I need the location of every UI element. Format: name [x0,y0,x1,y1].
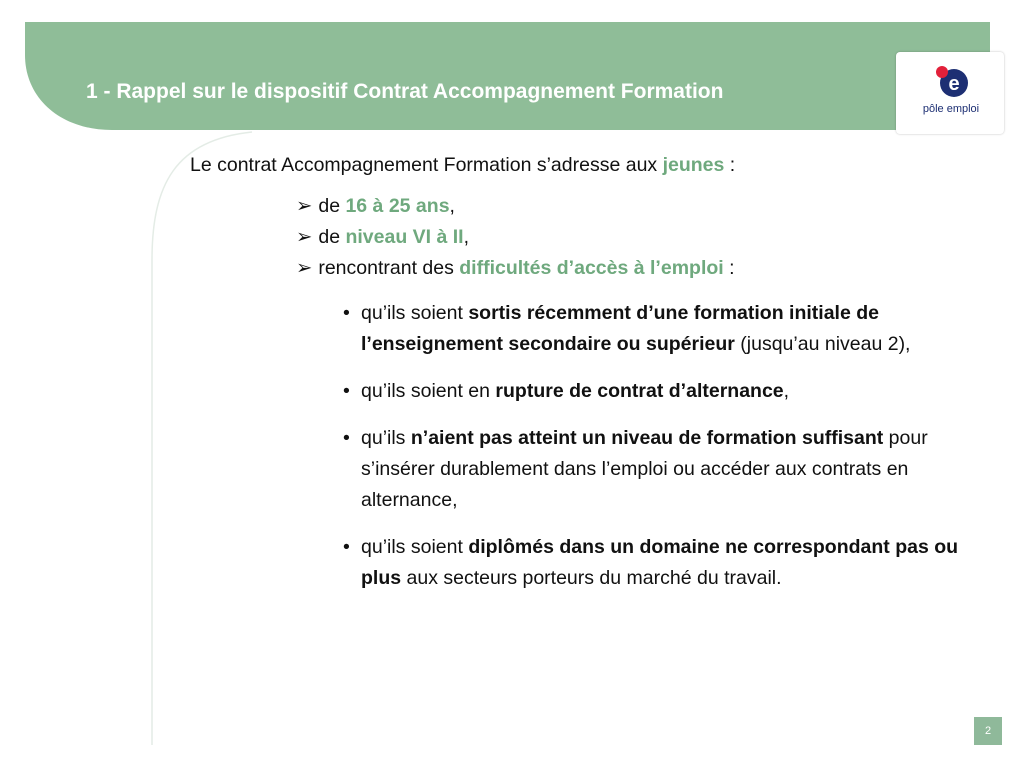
bullet-dot-icon: • [343,427,350,449]
page-number: 2 [974,717,1002,745]
intro-suffix: : [724,154,736,176]
bullet-item-bold: sortis récemment d’une formation initiale de l’enseignement secondaire ou supérieur [361,302,879,355]
arrow-item-emphasis: difficultés d’accès à l’emploi [459,257,724,279]
arrow-item-suffix: : [723,257,735,279]
slide-title: 1 - Rappel sur le dispositif Contrat Accompagnement Formation [86,80,724,103]
arrow-item-suffix: , [463,226,470,248]
arrow-list [190,191,990,284]
pole-emploi-logo-icon [896,52,1004,104]
bullet-item-prefix: qu’ils soient [361,536,469,558]
bullet-dot-icon: • [343,536,350,558]
bullet-list [190,298,990,594]
bullet-dot-icon: • [343,302,350,324]
bullet-item-prefix: qu’ils soient [361,302,469,324]
pole-emploi-logo [896,52,1004,134]
bullet-item-prefix: qu’ils [361,427,411,449]
bullet-item-suffix: pour s’insérer durablement dans l’emploi ou accéder aux contrats en alternance, [361,427,928,511]
svg-text:e: e [948,73,960,95]
bullet-dot-icon: • [343,380,350,402]
arrow-bullet-icon: ➢ [296,195,313,217]
bullet-item [343,532,986,594]
bullet-item-bold: rupture de contrat d’alternance [495,380,784,402]
bullet-item-suffix: aux secteurs porteurs du marché du travail. [401,567,782,589]
bullet-item-bold: diplômés dans un domaine ne correspondant pas ou plus [361,536,959,589]
arrow-item-emphasis: 16 à 25 ans [345,195,450,217]
bullet-item [343,376,986,407]
bullet-item-prefix: qu’ils soient en [361,380,496,402]
intro-emphasis: jeunes [662,154,725,176]
arrow-item [296,222,990,253]
arrow-item-emphasis: niveau VI à II [345,226,464,248]
arrow-item-suffix: , [449,195,455,217]
bullet-item-suffix: , [783,380,790,402]
bullet-item [343,423,986,516]
arrow-item [296,191,990,222]
bullet-item [343,298,986,360]
intro-paragraph [190,150,990,181]
arrow-item [296,253,990,284]
intro-text: Le contrat Accompagnement Formation s’adresse aux [190,154,663,176]
bullet-item-suffix: (jusqu’au niveau 2), [734,333,911,355]
bullet-item-bold: n’aient pas atteint un niveau de formation suffisant [410,427,884,449]
logo-text: pôle emploi [922,103,980,115]
header-band [25,22,990,130]
arrow-bullet-icon: ➢ [296,226,313,248]
arrow-item-prefix: de [318,226,346,248]
arrow-bullet-icon: ➢ [296,257,313,279]
arrow-item-prefix: rencontrant des [318,257,460,279]
arrow-item-prefix: de [318,195,346,217]
slide-content [190,150,990,610]
